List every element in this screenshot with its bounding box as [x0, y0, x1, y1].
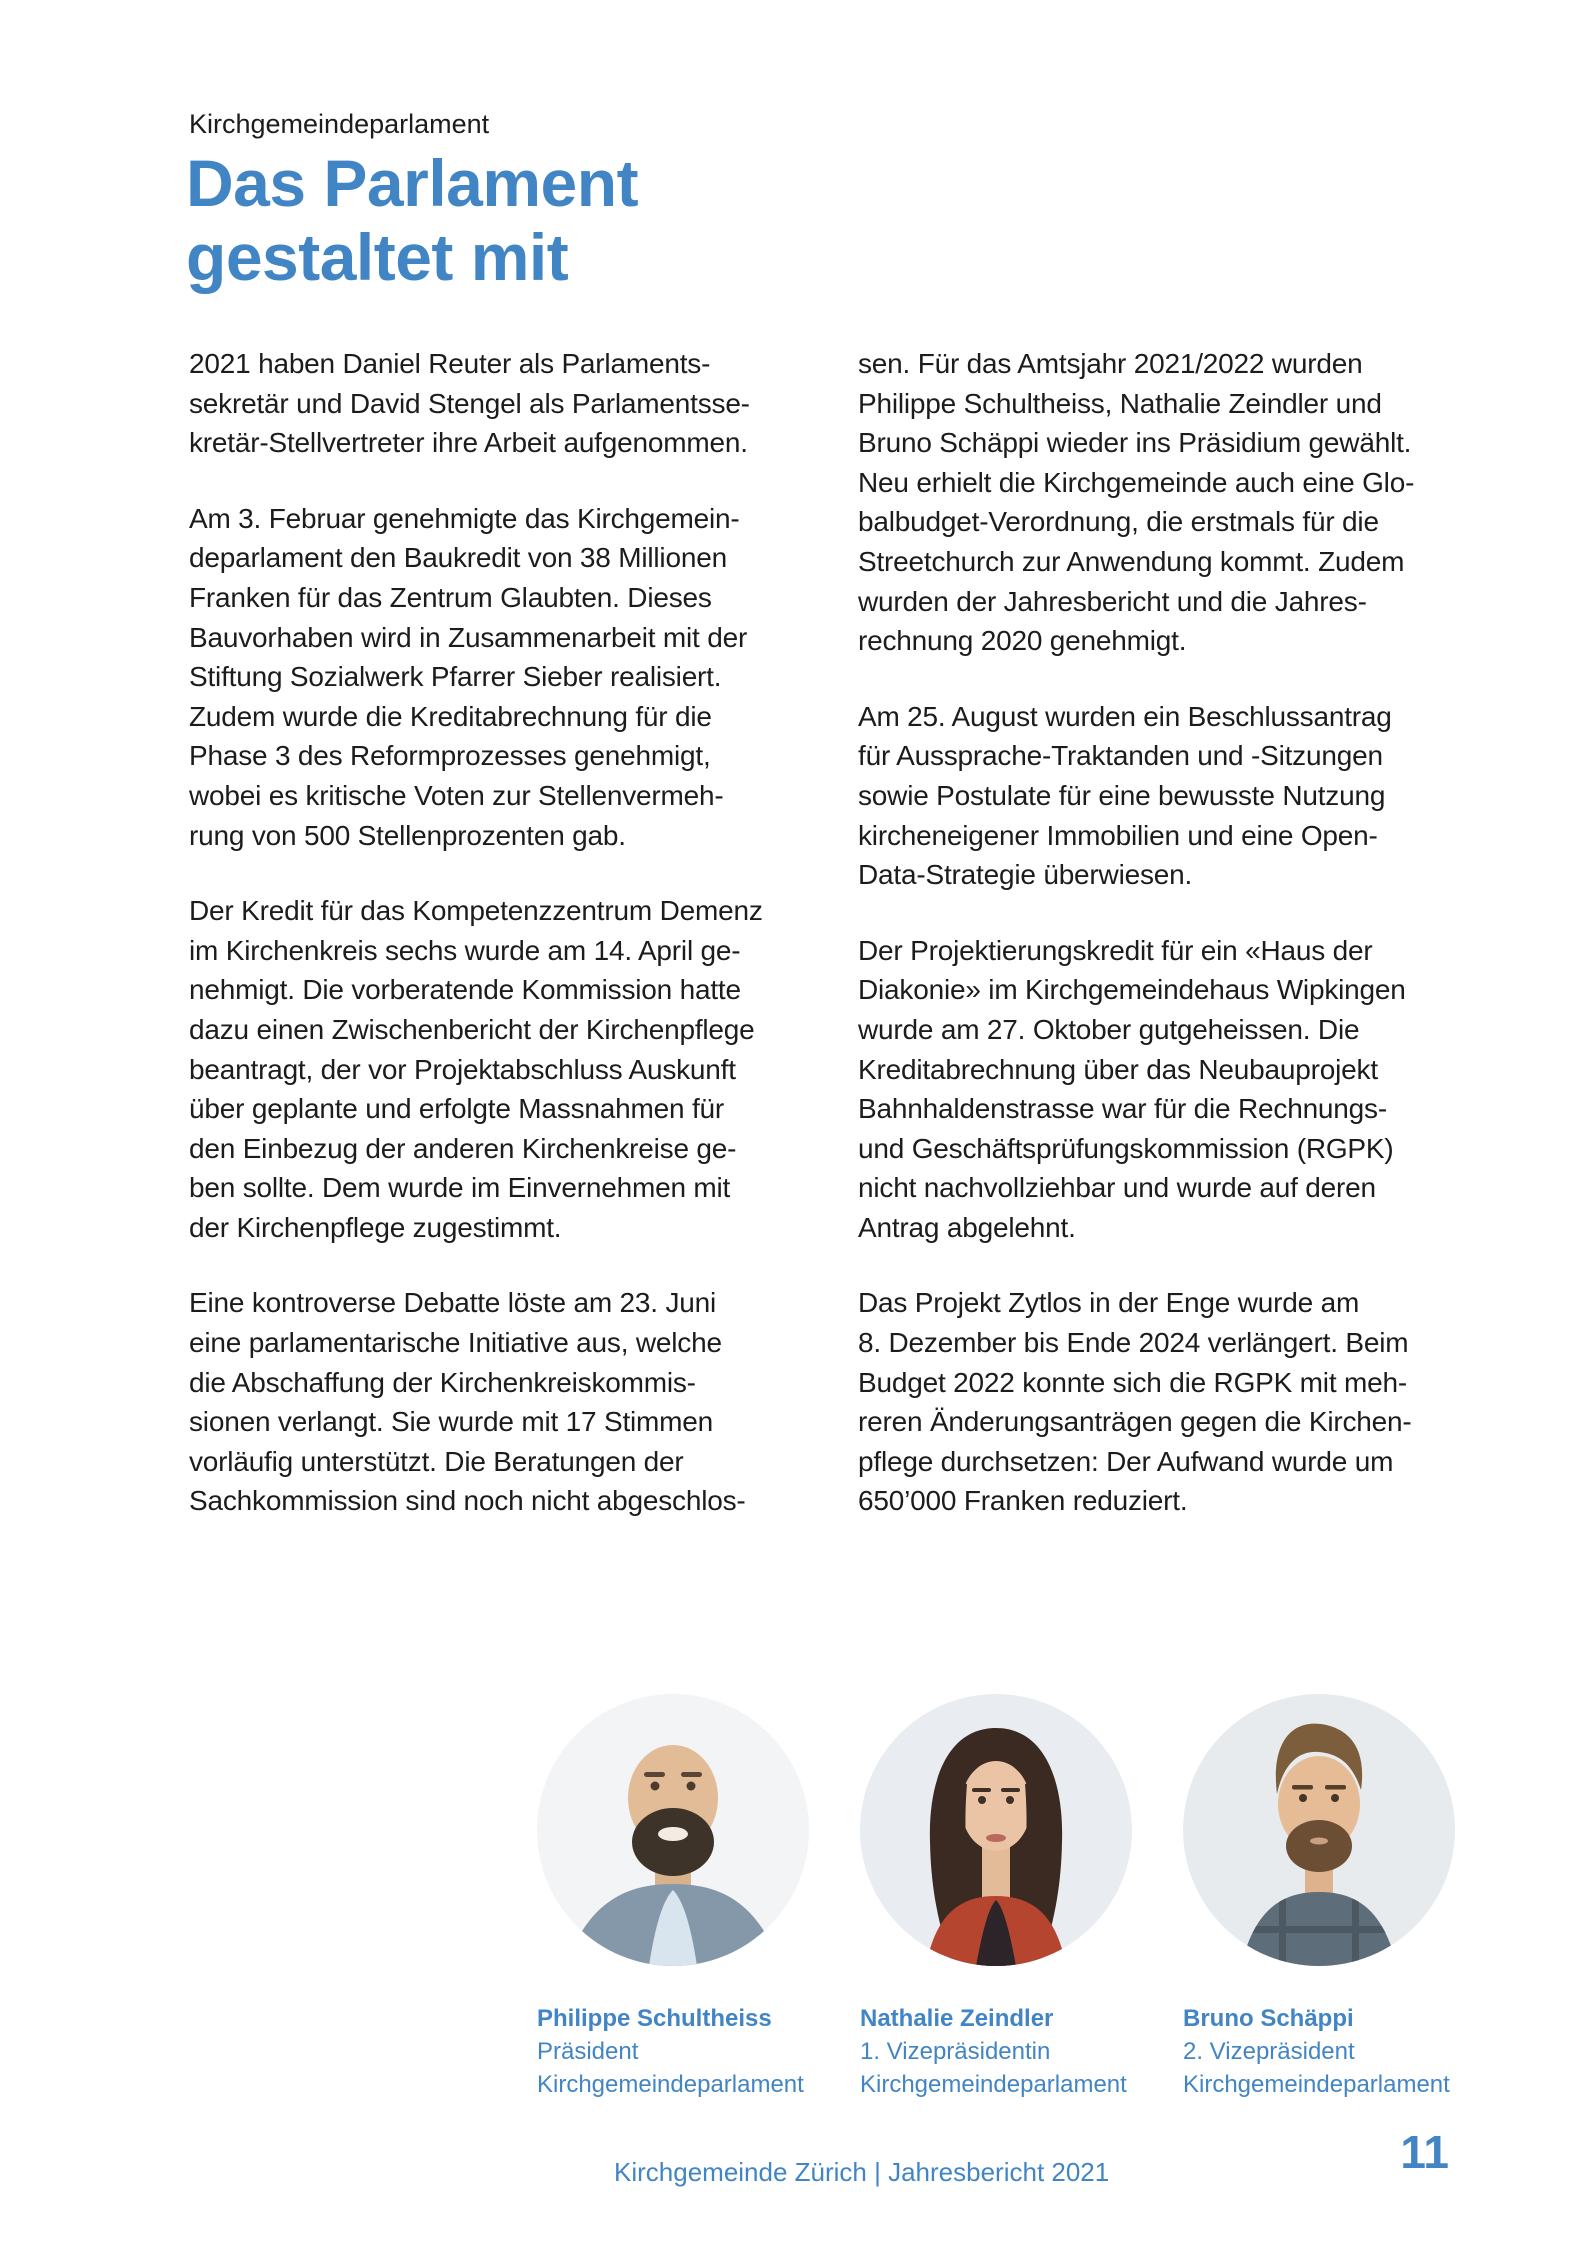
person-organization: Kirchgemeindeparlament [1183, 2071, 1450, 2098]
portrait-photo-bruno-schaeppi [1183, 1694, 1455, 1966]
person-caption [860, 2002, 1160, 2101]
person-name: Philippe Schultheiss [537, 2005, 772, 2032]
person-role: 1. Vizepräsidentin [860, 2038, 1051, 2065]
person-caption [1183, 2002, 1483, 2101]
body-paragraph: 2021 haben Daniel Reuter als Parlaments- sekretär und David Stengel als Parlamentsse- kretär-Stellvertreter ihre Arbeit aufgenommen. [189, 348, 750, 459]
body-paragraph: sen. Für das Amtsjahr 2021/2022 wurden Philippe Schultheiss, Nathalie Zeindler und Bruno Schäppi wieder ins Präsidium gewählt. Neu erhielt die Kirchgemeinde auch eine Glo- balbudget-Verordnung, die erstmals für die Streetchurch zur Anwendung kommt. Zudem wurden der Jahresbericht und die Jahres- rechnung 2020 genehmigt. [858, 348, 1415, 657]
body-paragraph: Das Projekt Zytlos in der Enge wurde am 8. Dezember bis Ende 2024 verlängert. Beim Budget 2022 konnte sich die RGPK mit meh- reren Änderungsanträgen gegen die Kirchen- pflege durchsetzen: Der Aufwand wurde um 650’000 Franken reduziert. [858, 1287, 1412, 1517]
article-column-left [189, 344, 810, 1557]
body-paragraph: Eine kontroverse Debatte löste am 23. Juni eine parlamentarische Initiative aus, welche die Abschaffung der Kirchenkreiskommis- sionen verlangt. Sie wurde mit 17 Stimmen vorläufig unterstützt. Die Beratungen der Sachkommission sind noch nicht abgeschlos- [189, 1287, 746, 1517]
person-role: 2. Vizepräsident [1183, 2038, 1355, 2065]
body-paragraph: Am 3. Februar genehmigte das Kirchgemein- deparlament den Baukredit von 38 Millionen Franken für das Zentrum Glaubten. Dieses Bauvorhaben wird in Zusammenarbeit mit der Stiftung Sozialwerk Pfarrer Sieber realisiert. Zudem wurde die Kreditabrechnung für die Phase 3 des Reformprozesses genehmigt, wobei es kritische Voten zur Stellenvermeh- rung von 500 Stellenprozenten gab. [189, 502, 748, 851]
person-caption [537, 2002, 837, 2101]
person-organization: Kirchgemeindeparlament [537, 2071, 804, 2098]
page-title: Das Parlament gestaltet mit [186, 146, 639, 294]
person-role: Präsident [537, 2038, 639, 2065]
body-paragraph: Der Projektierungskredit für ein «Haus der Diakonie» im Kirchgemeindehaus Wipkingen wurde am 27. Oktober gutgeheissen. Die Kreditabrechnung über das Neubauprojekt Bahnhaldenstrasse war für die Rechnungs- und Geschäftsprüfungskommission (RGPK) nicht nachvollziehbar und wurde auf deren Antrag abgelehnt. [858, 934, 1406, 1243]
body-paragraph: Am 25. August wurden ein Beschlussantrag für Aussprache-Traktanden und -Sitzungen sowie Postulate für eine bewusste Nutzung kircheneigener Immobilien und eine Open- Data-Strategie überwiesen. [858, 700, 1392, 891]
body-paragraph: Der Kredit für das Kompetenzzentrum Demenz im Kirchenkreis sechs wurde am 14. April ge- nehmigt. Die vorberatende Kommission hatte dazu einen Zwischenbericht der Kirchenpflege beantragt, der vor Projektabschluss Auskunft über geplante und erfolgte Massnahmen für den Einbezug der anderen Kirchenkreise ge- ben sollte. Dem wurde im Einvernehmen mit der Kirchenpflege zugestimmt. [189, 895, 763, 1243]
person-organization: Kirchgemeindeparlament [860, 2071, 1127, 2098]
person-card-philippe-schultheiss [537, 1694, 837, 2101]
person-name: Bruno Schäppi [1183, 2005, 1354, 2032]
section-eyebrow: Kirchgemeindeparlament [189, 109, 490, 139]
person-card-bruno-schaeppi [1183, 1694, 1483, 2101]
portrait-photo-nathalie-zeindler [860, 1694, 1132, 1966]
footer-text: Kirchgemeinde Zürich | Jahresbericht 2021 [614, 2157, 1110, 2187]
article-body [189, 344, 1455, 1557]
article-column-right [858, 344, 1455, 1557]
page-number: 11 [1400, 2126, 1449, 2178]
person-name: Nathalie Zeindler [860, 2005, 1054, 2032]
person-card-nathalie-zeindler [860, 1694, 1160, 2101]
portrait-photo-philippe-schultheiss [537, 1694, 809, 1966]
